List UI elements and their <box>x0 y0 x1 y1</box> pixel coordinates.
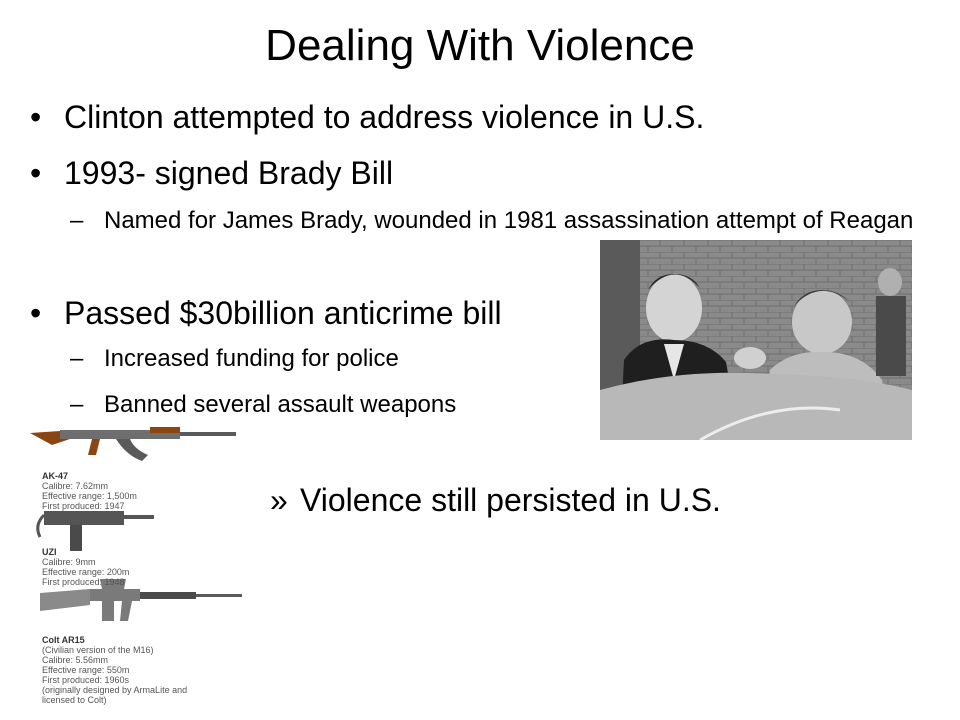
slide-title: Dealing With Violence <box>265 21 695 70</box>
bullet-text: Violence still persisted in U.S. <box>300 482 721 518</box>
ak47-illustration <box>30 427 236 461</box>
sub-bullet-marker: – <box>70 345 84 372</box>
uzi-name: UZI <box>42 547 57 557</box>
uzi-details: Calibre: 9mm Effective range: 200m First produced: 1948 <box>42 557 130 587</box>
sub-bullet-text: Increased funding for police <box>104 345 399 372</box>
ar15-details: (Civilian version of the M16) Calibre: 5.56mm Effective range: 550m First produced: 1960s (originally designed by ArmaLite and licensed to Colt) <box>42 645 188 705</box>
bullet-text: 1993- signed Brady Bill <box>64 155 394 191</box>
sub-bullet-text: Named for James Brady, wounded in 1981 assassination attempt of Reagan <box>104 207 914 234</box>
sub-bullet-police-funding <box>70 344 399 374</box>
reagan-shooting-photo <box>600 240 912 440</box>
sub-bullet-marker: » <box>270 482 288 518</box>
ak47-name: AK-47 <box>42 471 69 481</box>
bullet-brady-bill <box>30 154 393 192</box>
bullet-marker: • <box>30 295 42 331</box>
bullet-marker: • <box>30 155 42 191</box>
bullet-violence-persisted <box>270 480 721 520</box>
uzi-label <box>42 537 129 587</box>
sub-bullet-assault-weapons <box>70 390 456 420</box>
sub-bullet-marker: – <box>70 391 84 418</box>
weapons-infographic <box>30 425 260 705</box>
sub-bullet-marker: – <box>70 207 84 234</box>
ak47-details: Calibre: 7.62mm Effective range: 1,500m First produced: 1947 <box>42 481 137 511</box>
photo-drawing <box>600 240 912 440</box>
sub-bullet-text: Banned several assault weapons <box>104 391 457 418</box>
sub-bullet-james-brady <box>70 206 930 236</box>
ar15-name: Colt AR15 <box>42 635 85 645</box>
ak47-label <box>42 461 137 511</box>
bullet-text: Clinton attempted to address violence in U.S. <box>64 99 705 135</box>
bullet-clinton <box>30 98 704 136</box>
bullet-marker: • <box>30 99 42 135</box>
ar15-label <box>42 625 187 705</box>
bullet-text: Passed $30billion anticrime bill <box>64 295 502 331</box>
bullet-anticrime-bill <box>30 294 502 332</box>
